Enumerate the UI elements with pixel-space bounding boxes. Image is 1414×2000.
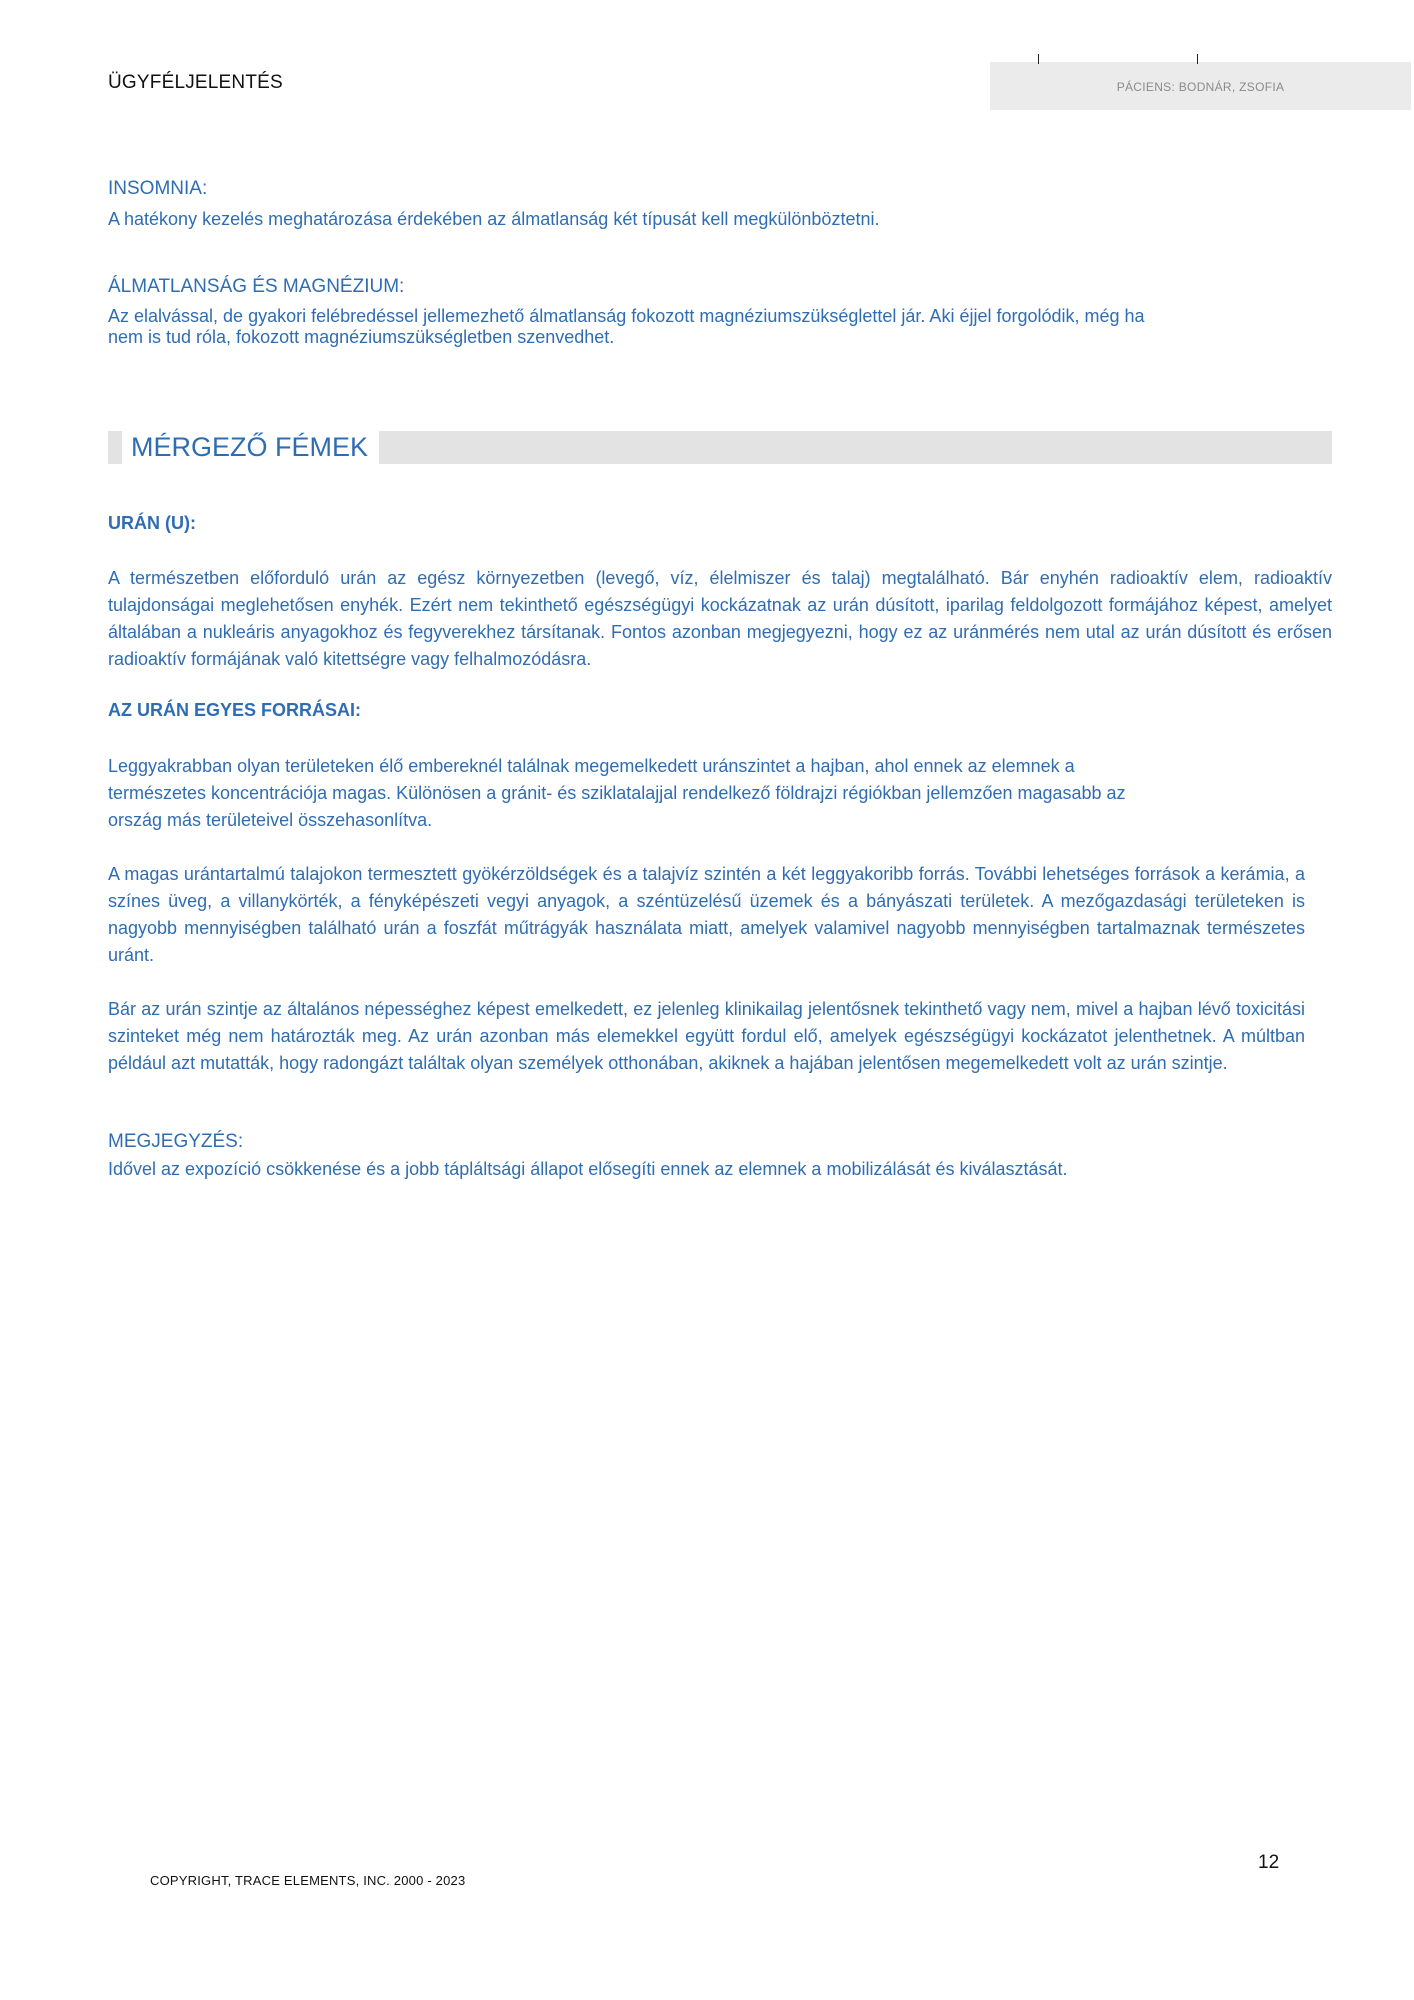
magnesium-text-line: Az elalvással, de gyakori felébredéssel jellemezhető álmatlanság fokozott magnéziumszükséglettel jár. Aki éjjel forgolódik, még ha — [108, 306, 1145, 326]
report-title: ÜGYFÉLJELENTÉS — [108, 72, 283, 93]
sources-paragraph-1-line: természetes koncentrációja magas. Különösen a gránit- és sziklatalajjal rendelkező földrajzi régiókban jellemzően magasabb az — [108, 783, 1126, 803]
patient-name: PÁCIENS: BODNÁR, ZSOFIA — [1116, 80, 1285, 94]
page-number: 12 — [1258, 1852, 1280, 1873]
sources-paragraph-1-line: ország más területeivel összehasonlítva. — [108, 810, 433, 830]
insomnia-heading: INSOMNIA: — [108, 178, 208, 199]
sources-paragraph-3: Bár az urán szintje az általános népességhez képest emelkedett, ez jelenleg klinikailag jelentősnek tekinthető vagy nem, mivel a hajban lévő toxicitási szinteket még nem határozták meg. Az urán azonban más elemekkel együtt fordul elő, amelyek egészségügyi kockázatot jelenthetnek. A múltban például azt mutatták, hogy radongázt találtak olyan személyek otthonában, akiknek a hajában jelentősen megemelkedett volt az urán szintje. — [108, 999, 1305, 1073]
sources-paragraph-1-line: Leggyakrabban olyan területeken élő embereknél találnak megemelkedett uránszintet a hajban, ahol ennek az elemnek a — [108, 756, 1075, 776]
note-heading: MEGJEGYZÉS: — [108, 1131, 244, 1152]
section-title: MÉRGEZŐ FÉMEK — [131, 431, 374, 464]
uranium-heading: URÁN (U): — [108, 513, 196, 533]
section-bar-accent — [108, 431, 122, 464]
sources-paragraph-2: A magas urántartalmú talajokon termesztett gyökérzöldségek és a talajvíz szintén a két leggyakoribb forrás. További lehetséges források a kerámia, a színes üveg, a villanykörték, a fényképészeti vegyi anyagok, a széntüzelésű üzemek és a bányászati területek. A mezőgazdasági területeken is nagyobb mennyiségben található urán a foszfát műtrágyák használata miatt, amelyek valamivel nagyobb mennyiségben tartalmaznak természetes uránt. — [108, 864, 1305, 965]
copyright-footer: COPYRIGHT, TRACE ELEMENTS, INC. 2000 - 2023 — [150, 1873, 466, 1888]
patient-header-box — [990, 62, 1411, 110]
uranium-text: A természetben előforduló urán az egész környezetben (levegő, víz, élelmiszer és talaj) megtalálható. Bár enyhén radioaktív elem, radioaktív tulajdonságai meglehetősen enyhék. Ezért nem tekinthető egészségügyi kockázatnak az urán dúsított, iparilag feldolgozott formájához képest, amelyet általában a nukleáris anyagokhoz és fegyverekhez társítanak. Fontos azonban megjegyezni, hogy ez az uránmérés nem utal az urán dúsított és erősen radioaktív formájának való kitettségre vagy felhalmozódásra. — [108, 568, 1332, 669]
magnesium-text-line: nem is tud róla, fokozott magnéziumszükségletben szenvedhet. — [108, 327, 615, 347]
magnesium-text — [108, 305, 1332, 349]
sources-heading: AZ URÁN EGYES FORRÁSAI: — [108, 700, 362, 720]
clipped-header-marks — [1038, 54, 1198, 64]
sources-paragraph-1 — [108, 753, 1332, 834]
magnesium-heading: ÁLMATLANSÁG ÉS MAGNÉZIUM: — [108, 276, 405, 297]
insomnia-text: A hatékony kezelés meghatározása érdekében az álmatlanság két típusát kell megkülönböztetni. — [108, 209, 880, 229]
section-bar-fill — [379, 431, 1332, 464]
note-text: Idővel az expozíció csökkenése és a jobb tápláltsági állapot elősegíti ennek az elemnek a mobilizálását és kiválasztását. — [108, 1159, 1068, 1179]
section-title-bar — [108, 431, 1332, 464]
